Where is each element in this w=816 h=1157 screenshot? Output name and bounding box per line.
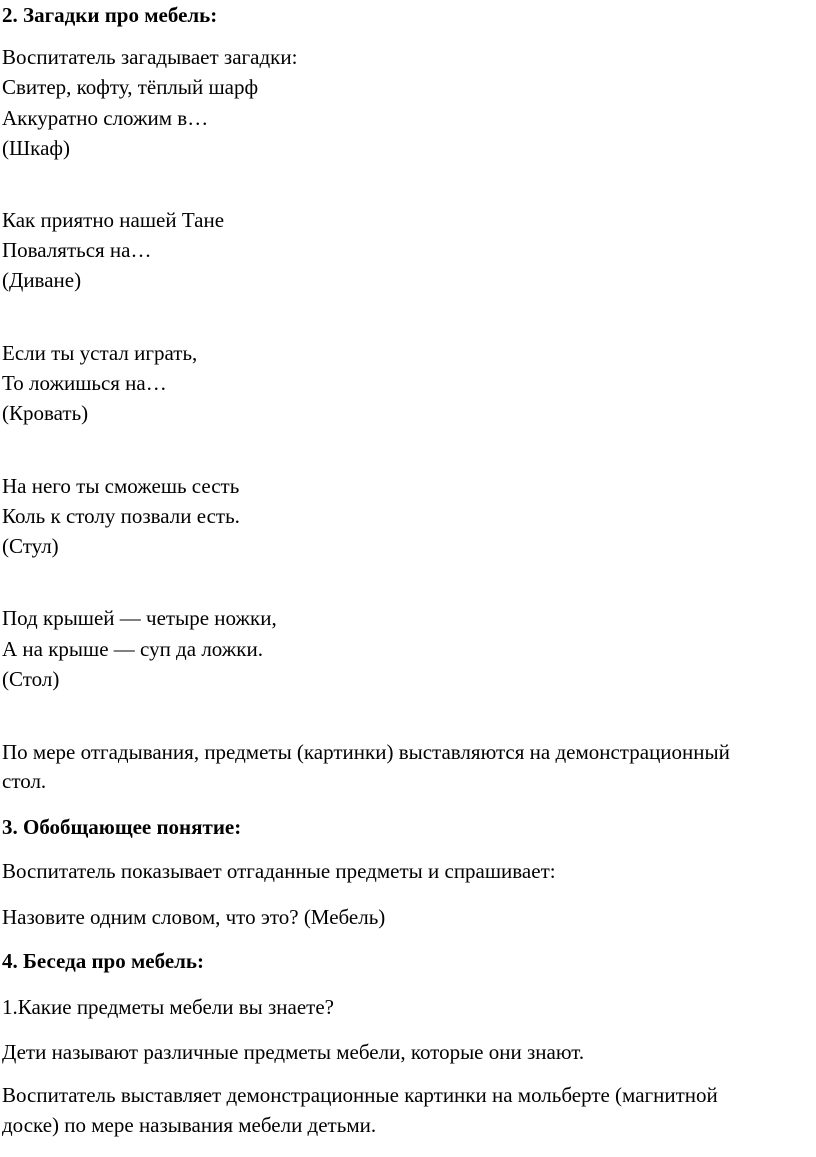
section-3-heading: 3. Обобщающее понятие: — [2, 815, 242, 839]
riddle-2-line-1: Как приятно нашей Тане — [2, 208, 225, 232]
riddle-5-answer: (Стол) — [2, 667, 60, 691]
riddle-1-line-2: Аккуратно сложим в… — [2, 106, 209, 130]
demonstration-note-line-1: По мере отгадывания, предметы (картинки) выставляются на демонстрационный — [2, 740, 730, 764]
riddle-2-answer: (Диване) — [2, 268, 82, 292]
demonstration-note-line-2: стол. — [2, 769, 47, 793]
section-4-heading: 4. Беседа про мебель: — [2, 949, 205, 973]
section-4-question-1: 1.Какие предметы мебели вы знаете? — [2, 995, 335, 1019]
riddle-4-answer: (Стул) — [2, 534, 59, 558]
section-4-paragraph-2-line-1: Воспитатель выставляет демонстрационные картинки на мольберте (магнитной — [2, 1083, 718, 1107]
section-4-paragraph-1: Дети называют различные предметы мебели, которые они знают. — [2, 1040, 585, 1064]
section-2-heading: 2. Загадки про мебель: — [2, 3, 218, 27]
riddle-5-line-1: Под крышей — четыре ножки, — [2, 606, 277, 630]
section-4-paragraph-2-line-2: доске) по мере называния мебели детьми. — [2, 1113, 377, 1137]
riddle-3-line-2: То ложишься на… — [2, 371, 167, 395]
riddle-2-line-2: Поваляться на… — [2, 238, 152, 262]
section-3-paragraph-1: Воспитатель показывает отгаданные предметы и спрашивает: — [2, 859, 556, 883]
riddle-5-line-2: А на крыше — суп да ложки. — [2, 637, 263, 661]
riddle-4-line-2: Коль к столу позвали есть. — [2, 504, 240, 528]
section-3-paragraph-2: Назовите одним словом, что это? (Мебель) — [2, 905, 386, 929]
riddle-4-line-1: На него ты сможешь сесть — [2, 474, 240, 498]
section-2-intro: Воспитатель загадывает загадки: — [2, 45, 298, 69]
riddle-1-line-1: Свитер, кофту, тёплый шарф — [2, 75, 259, 99]
riddle-3-line-1: Если ты устал играть, — [2, 341, 198, 365]
riddle-1-answer: (Шкаф) — [2, 136, 70, 160]
riddle-3-answer: (Кровать) — [2, 401, 89, 425]
